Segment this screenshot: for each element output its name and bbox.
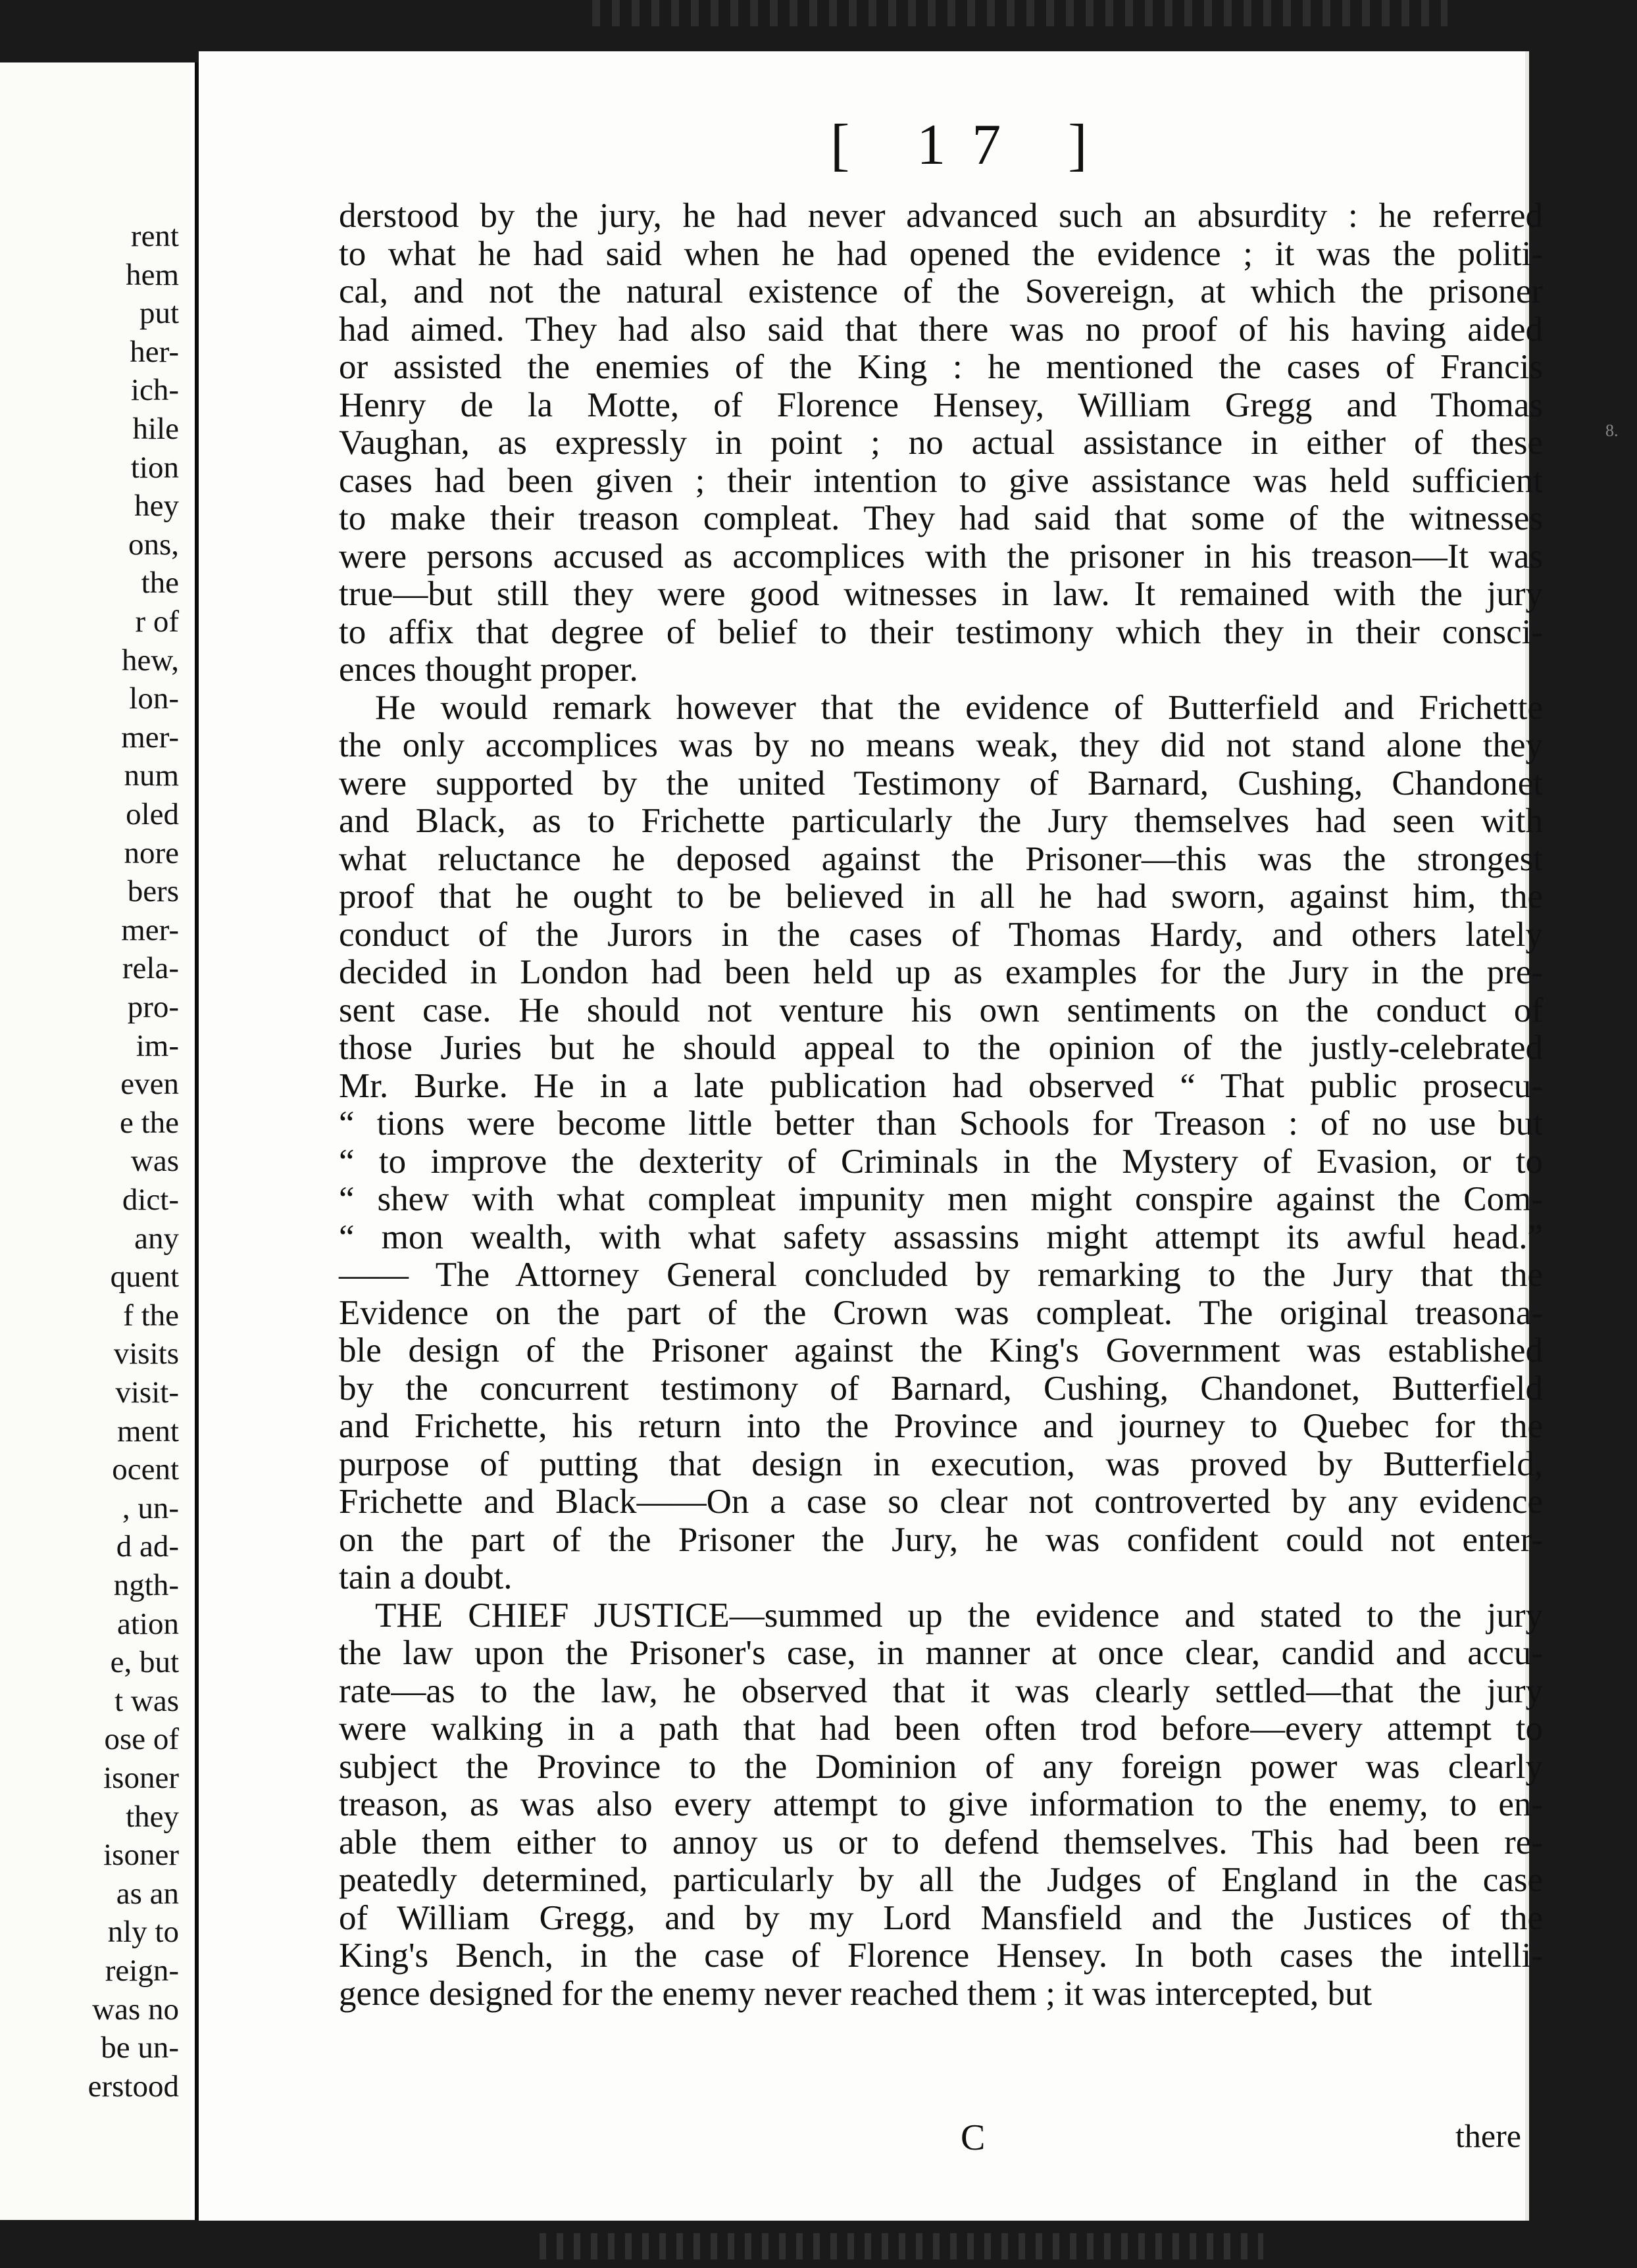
left-page-line: ich- xyxy=(130,373,179,408)
left-page-line: erstood xyxy=(88,2069,179,2104)
text-line: had aimed. They had also said that there was no proof of his having aided xyxy=(339,310,1543,349)
text-line: purpose of putting that design in execution, was proved by Butterfield, xyxy=(339,1444,1543,1483)
left-page-line: t was xyxy=(114,1683,179,1718)
left-page-line: e, but xyxy=(110,1645,179,1680)
left-page-line: isoner xyxy=(103,1838,179,1873)
left-page-line: ons, xyxy=(128,527,179,562)
text-line: and Black, as to Frichette particularly the Jury themselves had seen with xyxy=(339,802,1543,840)
text-line: were persons accused as accomplices with the prisoner in his treason—It was xyxy=(339,537,1543,576)
left-page-line: ose of xyxy=(104,1722,179,1757)
left-page-line: d ad- xyxy=(116,1529,179,1564)
left-page-line: tion xyxy=(130,450,179,485)
left-page-line: mer- xyxy=(121,720,179,754)
text-line: by the concurrent testimony of Barnard, Cushing, Chandonet, Butterfield xyxy=(339,1369,1543,1408)
text-line: true—but still they were good witnesses in law. It remained with the jury xyxy=(339,575,1543,613)
text-line: tain a doubt. xyxy=(339,1558,513,1596)
left-page-line: was no xyxy=(92,1992,179,2027)
left-page-line: num xyxy=(124,758,179,793)
left-page-line: mer- xyxy=(121,912,179,947)
left-page-line: ment xyxy=(117,1414,179,1448)
text-line: were supported by the united Testimony of Barnard, Cushing, Chandonet xyxy=(339,764,1543,802)
text-line: He would remark however that the evidence of Butterfield and Frichette xyxy=(375,688,1543,727)
left-page-line: im- xyxy=(136,1028,179,1063)
left-page-line: her- xyxy=(130,334,179,369)
left-page-line: hew, xyxy=(121,643,179,678)
left-page-line: quent xyxy=(110,1260,179,1294)
left-page-fragment xyxy=(0,62,195,2220)
left-page-line: isoner xyxy=(103,1761,179,1795)
text-line: rate—as to the law, he observed that it was clearly settled—that the jury xyxy=(339,1671,1543,1710)
text-line: proof that he ought to be believed in all he had sworn, against him, the xyxy=(339,877,1543,916)
text-line: ble design of the Prisoner against the King's Government was established xyxy=(339,1331,1543,1369)
text-line: THE CHIEF JUSTICE—summed up the evidence and stated to the jury xyxy=(375,1596,1543,1635)
text-line: conduct of the Jurors in the cases of Thomas Hardy, and others lately xyxy=(339,915,1543,954)
left-page-line: even xyxy=(120,1067,179,1102)
text-line: on the part of the Prisoner the Jury, he was confident could not enter- xyxy=(339,1520,1543,1559)
left-page-line: hey xyxy=(134,489,179,524)
left-page-line: visits xyxy=(113,1337,179,1371)
text-line: cases had been given ; their intention to give assistance was held sufficient xyxy=(339,461,1543,500)
text-line: peatedly determined, particularly by all the Judges of England in the case xyxy=(339,1861,1543,1899)
left-page-line: lon- xyxy=(129,681,179,716)
left-page-line: oled xyxy=(126,797,179,831)
text-line: able them either to annoy us or to defend themselves. This had been re- xyxy=(339,1823,1543,1861)
scan-edge-top xyxy=(592,0,1448,26)
text-line: or assisted the enemies of the King : he mentioned the cases of Francis xyxy=(339,348,1543,386)
left-page-line: any xyxy=(134,1221,179,1256)
text-line: of William Gregg, and by my Lord Mansfield and the Justices of the xyxy=(339,1898,1543,1937)
text-line: treason, as was also every attempt to give information to the enemy, to en- xyxy=(339,1785,1543,1823)
left-page-line: be un- xyxy=(101,2031,179,2065)
text-line: “ tions were become little better than Schools for Treason : of no use but xyxy=(339,1104,1543,1143)
text-line: cal, and not the natural existence of the Sovereign, at which the prisoner xyxy=(339,272,1543,310)
text-line: the only accomplices was by no means weak, they did not stand alone they xyxy=(339,726,1543,764)
left-page-line: ocent xyxy=(112,1452,179,1487)
signature-mark: C xyxy=(961,2117,986,2158)
left-page-line: they xyxy=(126,1799,179,1834)
text-line: decided in London had been held up as examples for the Jury in the pre- xyxy=(339,953,1543,991)
left-page-line: reign- xyxy=(105,1954,179,1988)
text-line: to what he had said when he had opened the evidence ; it was the politi- xyxy=(339,234,1543,273)
left-page-line: pro- xyxy=(127,990,179,1024)
text-line: subject the Province to the Dominion of any foreign power was clearly xyxy=(339,1747,1543,1786)
text-line: “ mon wealth, with what safety assassins might attempt its awful head.” xyxy=(339,1218,1543,1256)
left-page-line: rent xyxy=(130,219,179,253)
text-line: Frichette and Black——On a case so clear not controverted by any evidence xyxy=(339,1483,1543,1521)
text-line: Mr. Burke. He in a late publication had observed “ That public prosecu- xyxy=(339,1066,1543,1105)
text-line: to make their treason compleat. They had said that some of the witnesses xyxy=(339,499,1543,537)
left-page-line: was xyxy=(130,1144,179,1179)
left-page-line: dict- xyxy=(122,1183,179,1217)
text-line: Vaughan, as expressly in point ; no actual assistance in either of these xyxy=(339,424,1543,462)
text-line: sent case. He should not venture his own sentiments on the conduct of xyxy=(339,991,1543,1029)
left-page-line: r of xyxy=(135,604,179,639)
left-page-line: the xyxy=(141,566,179,601)
left-page-line: visit- xyxy=(115,1375,179,1410)
scan-edge-bottom xyxy=(540,2233,1263,2259)
text-line: what reluctance he deposed against the Prisoner—this was the strongest xyxy=(339,839,1543,878)
left-page-line: f the xyxy=(123,1298,179,1333)
text-line: those Juries but he should appeal to the opinion of the justly-celebrated xyxy=(339,1029,1543,1067)
text-line: —— The Attorney General concluded by remarking to the Jury that the xyxy=(339,1256,1543,1294)
text-line: “ to improve the dexterity of Criminals in the Mystery of Evasion, or to xyxy=(339,1142,1543,1181)
text-line: were walking in a path that had been often trod before—every attempt to xyxy=(339,1710,1543,1748)
left-page-line: rela- xyxy=(122,951,179,986)
text-line: Henry de la Motte, of Florence Hensey, William Gregg and Thomas xyxy=(339,385,1543,424)
text-line: King's Bench, in the case of Florence Hensey. In both cases the intelli- xyxy=(339,1936,1543,1975)
left-page-line: nly to xyxy=(107,1915,179,1950)
text-line: ences thought proper. xyxy=(339,651,638,689)
text-line: derstood by the jury, he had never advanced such an absurdity : he referred xyxy=(339,197,1543,235)
left-page-line: bers xyxy=(127,874,179,909)
left-page-line: , un- xyxy=(122,1491,179,1525)
text-line: to affix that degree of belief to their testimony which they in their consci- xyxy=(339,612,1543,651)
text-line: “ shew with what compleat impunity men might conspire against the Com- xyxy=(339,1180,1543,1218)
page-number: [ 17 ] xyxy=(830,113,1114,177)
left-page-line: ation xyxy=(117,1606,179,1641)
catchword: there xyxy=(1455,2117,1521,2154)
text-line: Evidence on the part of the Crown was compleat. The original treasona- xyxy=(339,1293,1543,1332)
text-line: gence designed for the enemy never reached them ; it was intercepted, but xyxy=(339,1974,1373,2013)
left-page-line: hile xyxy=(132,412,179,446)
text-line: the law upon the Prisoner's case, in manner at once clear, candid and accu- xyxy=(339,1634,1543,1672)
left-page-line: e the xyxy=(119,1105,179,1140)
left-page-line: ngth- xyxy=(113,1568,179,1602)
text-line: and Frichette, his return into the Province and journey to Quebec for the xyxy=(339,1407,1543,1445)
left-page-line: as an xyxy=(116,1876,179,1911)
left-page-line: put xyxy=(139,296,179,331)
edge-mark: 8. xyxy=(1605,421,1619,440)
left-page-line: hem xyxy=(126,257,179,292)
left-page-line: nore xyxy=(124,835,179,870)
